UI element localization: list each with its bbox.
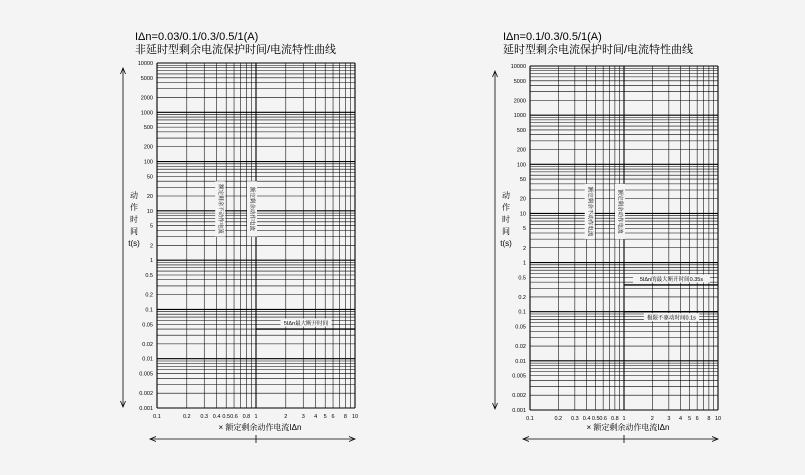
chart2-y-axis-label: t(s) (500, 239, 512, 248)
chart1-x-tick-label: 0.4 (212, 414, 221, 420)
chart2-y-tick-label: 0.1 (518, 309, 526, 316)
chart1-y-tick-label: 1 (149, 258, 153, 265)
chart1-y-axis-label: t(s) (128, 239, 140, 248)
chart1-x-tick-label: 3 (301, 414, 305, 420)
chart1-y-axis-label: 动 (130, 191, 138, 200)
chart2-x-tick-label: 8 (707, 416, 711, 422)
chart1-step-label: 5IΔn最大断开时间 (283, 321, 329, 328)
chart1-y-tick-label: 0.5 (145, 272, 153, 279)
chart1-y-tick-label: 5 (149, 223, 153, 230)
chart2-title: IΔn=0.1/0.3/0.5/1(A) (503, 31, 602, 43)
chart1-x-tick-label: 0.2 (182, 414, 191, 420)
chart1-y-tick-label: 1000 (140, 110, 153, 117)
chart1-x-tick-label: 8 (343, 414, 347, 420)
chart1-y-tick-label: 50 (146, 174, 153, 181)
chart2-vertical-label: 额定剩余动作电流 (616, 189, 623, 234)
chart1-y-tick-label: 5000 (140, 75, 153, 82)
chart2-y-tick-label: 1 (522, 260, 526, 267)
chart1-y-tick-label: 0.002 (139, 391, 153, 398)
chart1-x-tick-label: 4 (314, 414, 318, 420)
chart1-x-tick-label: 2 (284, 414, 288, 420)
chart2-x-tick-label: 0.2 (554, 416, 563, 422)
chart1-x-tick-label: 0.3 (200, 414, 209, 420)
chart1-x-tick-label: 1 (254, 414, 258, 420)
chart2-y-tick-label: 5 (522, 226, 526, 233)
chart2-y-tick-label: 20 (519, 196, 526, 203)
chart1-y-tick-label: 20 (146, 194, 153, 201)
chart1-y-tick-label: 0.005 (139, 371, 153, 378)
chart2-y-tick-label: 10000 (510, 64, 526, 70)
chart1-y-tick-label: 0.001 (139, 406, 153, 412)
chart1-y-tick-label: 2 (149, 243, 153, 250)
chart2-y-tick-label: 0.5 (518, 275, 526, 282)
chart2-vertical-label: 额定剩余不动作电流 (586, 186, 593, 237)
chart2-x-tick-label: 4 (679, 416, 683, 422)
chart2-x-tick-label: 3 (667, 416, 671, 422)
chart1-x-tick-label: 5 (323, 414, 327, 420)
chart2-x-tick-label: 1 (622, 416, 626, 422)
chart2-y-tick-label: 0.01 (515, 358, 526, 365)
chart1-y-tick-label: 0.01 (142, 356, 153, 363)
chart2-x-tick-label: 0.6 (599, 416, 607, 422)
chart2-x-tick-label: 0.8 (611, 416, 619, 422)
chart1-x-tick-label: 6 (331, 414, 335, 420)
chart2-y-tick-label: 50 (519, 177, 526, 184)
chart1-y-axis-label: 作 (130, 203, 138, 212)
chart2-x-tick-label: 2 (650, 416, 654, 422)
chart1-vertical-label: 额定剩余动作电流 (248, 186, 255, 231)
chart2-y-axis-label: 作 (502, 203, 510, 212)
chart1-vertical-label: 额定剩余不动作电流 (216, 184, 223, 234)
chart2-y-tick-label: 0.002 (512, 393, 526, 400)
chart1-y-tick-label: 200 (143, 144, 153, 151)
chart2-y-tick-label: 2000 (513, 98, 526, 105)
chart1-x-tick-label: 0.8 (242, 414, 251, 420)
chart2-x-tick-label: 0.1 (526, 416, 534, 422)
chart2-x-tick-label: 0.5 (591, 416, 600, 422)
chart1-y-tick-label: 10000 (137, 61, 153, 67)
chart2-y-tick-label: 500 (516, 127, 526, 134)
chart2-x-tick-label: 6 (695, 416, 699, 422)
chart1-y-tick-label: 100 (143, 159, 153, 166)
chart1-y-tick-label: 10 (146, 208, 153, 215)
chart1-subtitle: 非延时型剩余电流保护时间/电流特性曲线 (135, 44, 337, 56)
chart1-y-tick-label: 0.02 (142, 341, 153, 348)
chart2-y-tick-label: 0.2 (518, 294, 526, 301)
chart2-subtitle: 延时型剩余电流保护时间/电流特性曲线 (503, 44, 694, 56)
chart2-y-tick-label: 0.005 (512, 373, 526, 380)
chart1-x-tick-label: 0.6 (230, 414, 238, 420)
chart2-step2-label: 极限不驱动时间0.1s (647, 315, 696, 322)
chart1-title: IΔn=0.03/0.1/0.3/0.5/1(A) (135, 31, 259, 43)
chart2-y-tick-label: 1000 (513, 113, 526, 120)
chart1-y-axis-label: 时 (130, 215, 138, 224)
chart1-x-tick-label: 10 (351, 414, 359, 420)
chart1-y-tick-label: 0.1 (145, 307, 153, 314)
chart1-x-tick-label: 0.1 (153, 414, 161, 420)
chart2-step-label: 5IΔn的最大断开时间0.35s (639, 276, 704, 283)
chart2-y-axis-label: 间 (502, 227, 510, 236)
chart2-x-tick-label: 5 (688, 416, 692, 422)
chart1-y-tick-label: 0.05 (142, 322, 153, 329)
chart1-y-tick-label: 2000 (140, 95, 153, 102)
chart2-y-tick-label: 2 (522, 245, 526, 252)
chart2-x-tick-label: 0.3 (571, 416, 579, 422)
chart2-y-tick-label: 0.02 (515, 344, 526, 351)
chart2-y-tick-label: 200 (516, 147, 526, 154)
chart2-y-tick-label: 5000 (513, 78, 526, 85)
chart1-y-tick-label: 0.2 (145, 292, 153, 299)
chart2-y-tick-label: 0.001 (512, 408, 526, 414)
chart1-x-axis-label: × 额定剩余动作电流IΔn (218, 423, 302, 432)
chart1-x-tick-label: 0.5 (222, 414, 231, 420)
chart1-y-axis-label: 间 (130, 227, 138, 236)
chart2-x-axis-label: × 额定剩余动作电流IΔn (586, 423, 670, 432)
chart2-y-tick-label: 0.05 (515, 324, 526, 331)
chart2-y-axis-label: 时 (502, 215, 510, 224)
chart2-y-tick-label: 100 (516, 162, 526, 169)
chart2-x-tick-label: 0.4 (582, 416, 591, 422)
chart2-y-axis-label: 动 (502, 191, 510, 200)
chart2-y-tick-label: 10 (519, 211, 526, 218)
chart1-y-tick-label: 500 (143, 125, 153, 132)
chart2-x-tick-label: 10 (714, 416, 722, 422)
